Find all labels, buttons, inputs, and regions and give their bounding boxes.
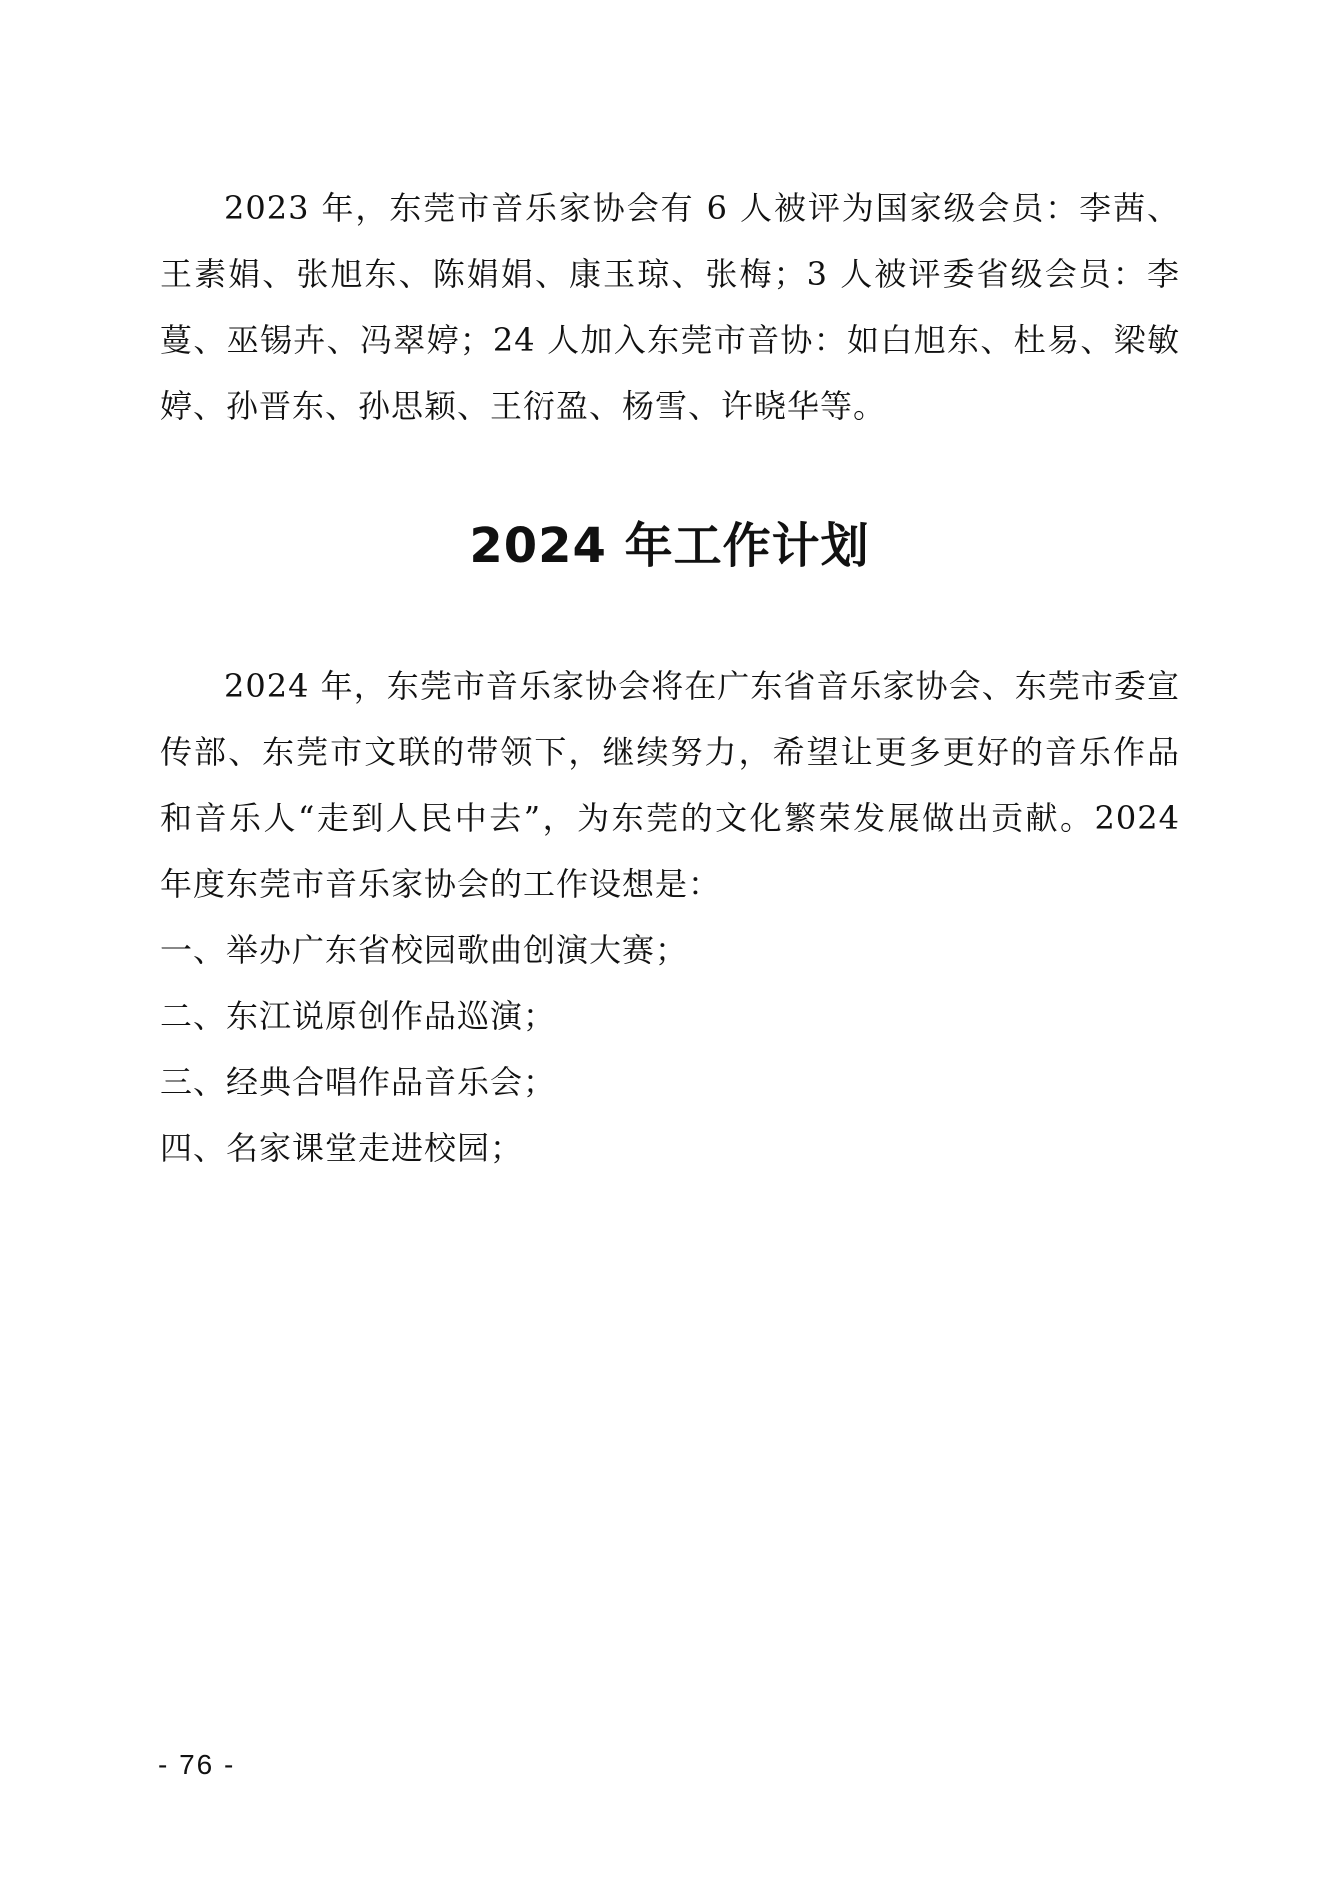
paragraph-2023-text: 2023 年，东莞市音乐家协会有 6 人被评为国家级会员：李茜、王素娟、张旭东、陈娟娟、康玉琼、张梅；3 人被评委省级会员：李蔓、巫锡卉、冯翠婷；24 人加入东莞市音协：如白旭东、杜易、梁敏婷、孙晋东、孙思颖、王衍盈、杨雪、许晓华等。 <box>160 189 1180 425</box>
paragraph-2024-text: 2024 年，东莞市音乐家协会将在广东省音乐家协会、东莞市委宣传部、东莞市文联的带领下，继续努力，希望让更多更好的音乐作品和音乐人“走到人民中去”，为东莞的文化繁荣发展做出贡献。2024 年度东莞市音乐家协会的工作设想是： <box>160 667 1180 903</box>
paragraph-2024-plan-intro <box>160 653 1180 917</box>
paragraph-2023-members <box>160 175 1180 439</box>
plan-item: 三、经典合唱作品音乐会； <box>160 1063 557 1101</box>
plan-list <box>160 917 688 1181</box>
plan-item: 二、东江说原创作品巡演； <box>160 997 557 1035</box>
page-number: - 76 - <box>158 1749 236 1780</box>
plan-item: 四、名家课堂走进校园； <box>160 1129 524 1167</box>
heading-2024-work-plan: 2024 年工作计划 <box>469 518 870 574</box>
plan-item: 一、举办广东省校园歌曲创演大赛； <box>160 931 689 969</box>
